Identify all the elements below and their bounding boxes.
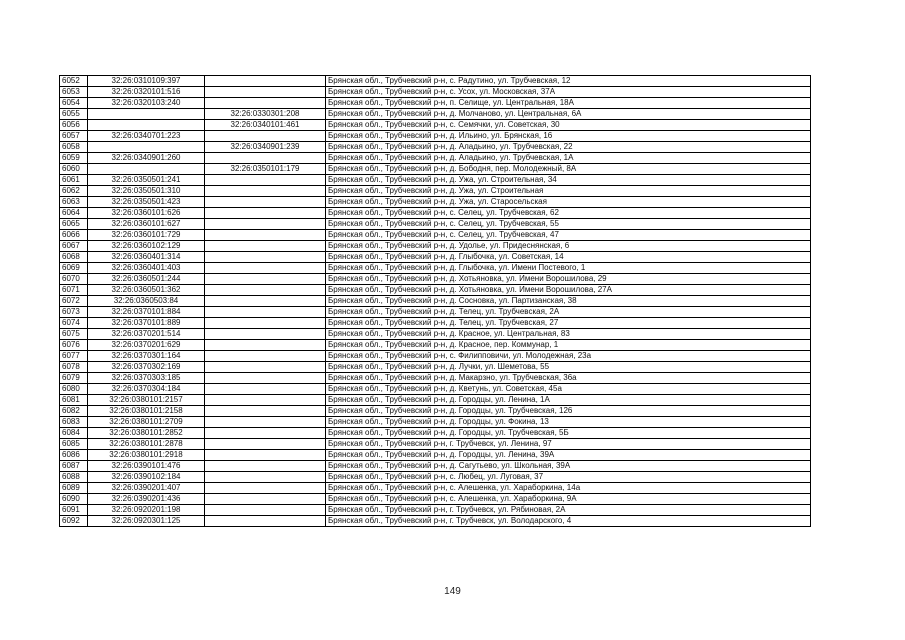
cadastral-number-alt-cell: [205, 505, 326, 516]
table-row: [60, 274, 811, 285]
row-number-cell: 6068: [60, 252, 88, 263]
address-cell: Брянская обл., Трубчевский р-н, д. Сагутьево, ул. Школьная, 39А: [326, 461, 811, 472]
cadastral-number-alt-cell: [205, 219, 326, 230]
cadastral-number-cell: 32:26:0370101:884: [88, 307, 205, 318]
cadastral-number-alt-cell: [205, 186, 326, 197]
cadastral-number-alt-cell: [205, 472, 326, 483]
cadastral-number-cell: 32:26:0360401:403: [88, 263, 205, 274]
cadastral-number-alt-cell: 32:26:0330301:208: [205, 109, 326, 120]
table-row: [60, 395, 811, 406]
row-number-cell: 6058: [60, 142, 88, 153]
row-number-cell: 6057: [60, 131, 88, 142]
table-row: [60, 230, 811, 241]
table-row: [60, 329, 811, 340]
table-row: [60, 120, 811, 131]
table-row: [60, 406, 811, 417]
table-row: [60, 186, 811, 197]
table-row: [60, 153, 811, 164]
table-row: [60, 87, 811, 98]
address-cell: Брянская обл., Трубчевский р-н, с. Усох, ул. Московская, 37А: [326, 87, 811, 98]
cadastral-number-cell: 32:26:0370303:185: [88, 373, 205, 384]
row-number-cell: 6091: [60, 505, 88, 516]
table-row: [60, 439, 811, 450]
cadastral-number-cell: 32:26:0320103:240: [88, 98, 205, 109]
cadastral-number-alt-cell: [205, 450, 326, 461]
cadastral-number-cell: 32:26:0380101:2852: [88, 428, 205, 439]
row-number-cell: 6087: [60, 461, 88, 472]
cadastral-number-alt-cell: [205, 406, 326, 417]
cadastral-number-cell: 32:26:0920201:198: [88, 505, 205, 516]
address-cell: Брянская обл., Трубчевский р-н, д. Молчаново, ул. Центральная, 6А: [326, 109, 811, 120]
row-number-cell: 6074: [60, 318, 88, 329]
row-number-cell: 6076: [60, 340, 88, 351]
cadastral-number-alt-cell: 32:26:0350101:179: [205, 164, 326, 175]
address-cell: Брянская обл., Трубчевский р-н, д. Городцы, ул. Трубчевская, 5Б: [326, 428, 811, 439]
address-cell: Брянская обл., Трубчевский р-н, с. Любец, ул. Луговая, 37: [326, 472, 811, 483]
row-number-cell: 6081: [60, 395, 88, 406]
address-cell: Брянская обл., Трубчевский р-н, с. Семячки, ул. Советская, 30: [326, 120, 811, 131]
cadastral-number-alt-cell: [205, 351, 326, 362]
row-number-cell: 6063: [60, 197, 88, 208]
row-number-cell: 6053: [60, 87, 88, 98]
address-cell: Брянская обл., Трубчевский р-н, д. Ужа, ул. Старосельская: [326, 197, 811, 208]
cadastral-number-alt-cell: [205, 175, 326, 186]
address-cell: Брянская обл., Трубчевский р-н, д. Городцы, ул. Ленина, 1А: [326, 395, 811, 406]
address-cell: Брянская обл., Трубчевский р-н, г. Трубчевск, ул. Володарского, 4: [326, 516, 811, 527]
cadastral-number-cell: [88, 142, 205, 153]
cadastral-number-alt-cell: [205, 362, 326, 373]
row-number-cell: 6069: [60, 263, 88, 274]
address-cell: Брянская обл., Трубчевский р-н, д. Глыбочка, ул. Советская, 14: [326, 252, 811, 263]
row-number-cell: 6062: [60, 186, 88, 197]
table-row: [60, 296, 811, 307]
row-number-cell: 6060: [60, 164, 88, 175]
address-cell: Брянская обл., Трубчевский р-н, д. Аладьино, ул. Трубчевская, 22: [326, 142, 811, 153]
table-row: [60, 461, 811, 472]
cadastral-number-alt-cell: [205, 340, 326, 351]
row-number-cell: 6090: [60, 494, 88, 505]
cadastral-number-cell: 32:26:0310109:397: [88, 76, 205, 87]
cadastral-number-cell: 32:26:0370301:164: [88, 351, 205, 362]
table-row: [60, 142, 811, 153]
cadastral-number-alt-cell: [205, 296, 326, 307]
row-number-cell: 6089: [60, 483, 88, 494]
table-row: [60, 131, 811, 142]
cadastral-number-alt-cell: [205, 241, 326, 252]
row-number-cell: 6088: [60, 472, 88, 483]
table-row: [60, 450, 811, 461]
cadastral-number-cell: 32:26:0390201:436: [88, 494, 205, 505]
table-row: [60, 241, 811, 252]
cadastral-number-cell: 32:26:0360501:244: [88, 274, 205, 285]
cadastral-number-alt-cell: [205, 395, 326, 406]
cadastral-number-cell: [88, 109, 205, 120]
table-row: [60, 417, 811, 428]
cadastral-number-alt-cell: [205, 318, 326, 329]
address-cell: Брянская обл., Трубчевский р-н, с. Алешенка, ул. Хараборкина, 14а: [326, 483, 811, 494]
address-cell: Брянская обл., Трубчевский р-н, с. Селец, ул. Трубчевская, 62: [326, 208, 811, 219]
row-number-cell: 6079: [60, 373, 88, 384]
cadastral-number-alt-cell: [205, 516, 326, 527]
address-cell: Брянская обл., Трубчевский р-н, с. Радутино, ул. Трубчевская, 12: [326, 76, 811, 87]
cadastral-number-alt-cell: [205, 285, 326, 296]
row-number-cell: 6056: [60, 120, 88, 131]
address-cell: Брянская обл., Трубчевский р-н, д. Хотьяновка, ул. Имени Ворошилова, 29: [326, 274, 811, 285]
cadastral-number-cell: 32:26:0370302:169: [88, 362, 205, 373]
row-number-cell: 6086: [60, 450, 88, 461]
cadastral-number-alt-cell: [205, 494, 326, 505]
address-cell: Брянская обл., Трубчевский р-н, г. Трубчевск, ул. Рябиновая, 2А: [326, 505, 811, 516]
address-cell: Брянская обл., Трубчевский р-н, д. Телец, ул. Трубчевская, 27: [326, 318, 811, 329]
cadastral-number-cell: 32:26:0340901:260: [88, 153, 205, 164]
cadastral-number-cell: 32:26:0380101:2157: [88, 395, 205, 406]
cadastral-number-cell: 32:26:0360101:626: [88, 208, 205, 219]
row-number-cell: 6055: [60, 109, 88, 120]
cadastral-number-cell: 32:26:0380101:2158: [88, 406, 205, 417]
cadastral-number-cell: 32:26:0340701:223: [88, 131, 205, 142]
cadastral-number-cell: 32:26:0360401:314: [88, 252, 205, 263]
cadastral-number-cell: 32:26:0360503:84: [88, 296, 205, 307]
address-cell: Брянская обл., Трубчевский р-н, д. Телец, ул. Трубчевская, 2А: [326, 307, 811, 318]
table-row: [60, 351, 811, 362]
table-row: [60, 76, 811, 87]
cadastral-number-cell: 32:26:0380101:2709: [88, 417, 205, 428]
cadastral-number-alt-cell: [205, 197, 326, 208]
cadastral-number-alt-cell: [205, 153, 326, 164]
address-cell: Брянская обл., Трубчевский р-н, п. Селище, ул. Центральная, 18А: [326, 98, 811, 109]
cadastral-number-alt-cell: 32:26:0340101:461: [205, 120, 326, 131]
table-row: [60, 307, 811, 318]
address-cell: Брянская обл., Трубчевский р-н, д. Городцы, ул. Ленина, 39А: [326, 450, 811, 461]
cadastral-number-cell: 32:26:0350501:241: [88, 175, 205, 186]
cadastral-number-cell: 32:26:0360501:362: [88, 285, 205, 296]
address-cell: Брянская обл., Трубчевский р-н, д. Ужа, ул. Строительная, 34: [326, 175, 811, 186]
cadastral-number-cell: 32:26:0390102:184: [88, 472, 205, 483]
address-cell: Брянская обл., Трубчевский р-н, д. Удолье, ул. Придеснянская, 6: [326, 241, 811, 252]
cadastral-number-cell: 32:26:0380101:2878: [88, 439, 205, 450]
cadastral-number-alt-cell: [205, 428, 326, 439]
row-number-cell: 6054: [60, 98, 88, 109]
row-number-cell: 6077: [60, 351, 88, 362]
cadastral-number-alt-cell: [205, 131, 326, 142]
row-number-cell: 6073: [60, 307, 88, 318]
table-row: [60, 98, 811, 109]
address-cell: Брянская обл., Трубчевский р-н, д. Бободня, пер. Молодежный, 8А: [326, 164, 811, 175]
address-cell: Брянская обл., Трубчевский р-н, с. Филипповичи, ул. Молодежная, 23а: [326, 351, 811, 362]
register-table: [59, 75, 811, 527]
row-number-cell: 6072: [60, 296, 88, 307]
cadastral-number-cell: [88, 164, 205, 175]
cadastral-number-alt-cell: [205, 76, 326, 87]
cadastral-number-cell: 32:26:0390101:476: [88, 461, 205, 472]
cadastral-number-alt-cell: [205, 274, 326, 285]
row-number-cell: 6052: [60, 76, 88, 87]
cadastral-number-cell: 32:26:0360101:627: [88, 219, 205, 230]
address-cell: Брянская обл., Трубчевский р-н, д. Городцы, ул. Фокина, 13: [326, 417, 811, 428]
cadastral-number-cell: 32:26:0370201:514: [88, 329, 205, 340]
row-number-cell: 6082: [60, 406, 88, 417]
row-number-cell: 6059: [60, 153, 88, 164]
address-cell: Брянская обл., Трубчевский р-н, д. Городцы, ул. Трубчевская, 126: [326, 406, 811, 417]
row-number-cell: 6092: [60, 516, 88, 527]
cadastral-number-cell: 32:26:0350501:423: [88, 197, 205, 208]
address-cell: Брянская обл., Трубчевский р-н, д. Красное, ул. Центральная, 83: [326, 329, 811, 340]
table-row: [60, 175, 811, 186]
table-row: [60, 164, 811, 175]
address-cell: Брянская обл., Трубчевский р-н, с. Алешенка, ул. Хараборкина, 9А: [326, 494, 811, 505]
cadastral-number-cell: 32:26:0380101:2918: [88, 450, 205, 461]
row-number-cell: 6061: [60, 175, 88, 186]
cadastral-number-alt-cell: [205, 208, 326, 219]
row-number-cell: 6067: [60, 241, 88, 252]
table-row: [60, 109, 811, 120]
address-cell: Брянская обл., Трубчевский р-н, д. Ильино, ул. Брянская, 16: [326, 131, 811, 142]
row-number-cell: 6085: [60, 439, 88, 450]
address-cell: Брянская обл., Трубчевский р-н, с. Селец, ул. Трубчевская, 47: [326, 230, 811, 241]
address-cell: Брянская обл., Трубчевский р-н, д. Лучки, ул. Шеметова, 55: [326, 362, 811, 373]
table-row: [60, 208, 811, 219]
table-row: [60, 428, 811, 439]
table-row: [60, 483, 811, 494]
register-table-body: [60, 76, 811, 527]
cadastral-number-alt-cell: [205, 373, 326, 384]
cadastral-number-cell: 32:26:0370101:889: [88, 318, 205, 329]
cadastral-number-cell: [88, 120, 205, 131]
page-number: 149: [444, 586, 461, 597]
cadastral-number-cell: 32:26:0390201:407: [88, 483, 205, 494]
address-cell: Брянская обл., Трубчевский р-н, д. Макарзно, ул. Трубчевская, 36а: [326, 373, 811, 384]
table-row: [60, 340, 811, 351]
table-row: [60, 197, 811, 208]
table-row: [60, 318, 811, 329]
table-row: [60, 285, 811, 296]
cadastral-number-alt-cell: 32:26:0340901:239: [205, 142, 326, 153]
table-row: [60, 362, 811, 373]
row-number-cell: 6070: [60, 274, 88, 285]
address-cell: Брянская обл., Трубчевский р-н, д. Кветунь, ул. Советская, 45а: [326, 384, 811, 395]
table-row: [60, 384, 811, 395]
row-number-cell: 6083: [60, 417, 88, 428]
table-row: [60, 219, 811, 230]
cadastral-number-alt-cell: [205, 230, 326, 241]
row-number-cell: 6075: [60, 329, 88, 340]
cadastral-number-cell: 32:26:0320101:516: [88, 87, 205, 98]
row-number-cell: 6080: [60, 384, 88, 395]
cadastral-number-alt-cell: [205, 439, 326, 450]
cadastral-number-cell: 32:26:0360101:729: [88, 230, 205, 241]
cadastral-number-alt-cell: [205, 417, 326, 428]
row-number-cell: 6064: [60, 208, 88, 219]
cadastral-number-alt-cell: [205, 307, 326, 318]
row-number-cell: 6071: [60, 285, 88, 296]
address-cell: Брянская обл., Трубчевский р-н, д. Ужа, ул. Строительная: [326, 186, 811, 197]
row-number-cell: 6078: [60, 362, 88, 373]
cadastral-number-alt-cell: [205, 87, 326, 98]
cadastral-number-alt-cell: [205, 252, 326, 263]
cadastral-number-alt-cell: [205, 461, 326, 472]
cadastral-number-alt-cell: [205, 329, 326, 340]
address-cell: Брянская обл., Трубчевский р-н, д. Аладьино, ул. Трубчевская, 1А: [326, 153, 811, 164]
table-row: [60, 516, 811, 527]
cadastral-number-cell: 32:26:0360102:129: [88, 241, 205, 252]
address-cell: Брянская обл., Трубчевский р-н, д. Сосновка, ул. Партизанская, 38: [326, 296, 811, 307]
table-row: [60, 472, 811, 483]
cadastral-number-cell: 32:26:0350501:310: [88, 186, 205, 197]
table-row: [60, 263, 811, 274]
address-cell: Брянская обл., Трубчевский р-н, д. Хотьяновка, ул. Имени Ворошилова, 27А: [326, 285, 811, 296]
table-row: [60, 373, 811, 384]
row-number-cell: 6084: [60, 428, 88, 439]
address-cell: Брянская обл., Трубчевский р-н, с. Селец, ул. Трубчевская, 55: [326, 219, 811, 230]
cadastral-number-cell: 32:26:0920301:125: [88, 516, 205, 527]
cadastral-number-cell: 32:26:0370304:184: [88, 384, 205, 395]
cadastral-number-alt-cell: [205, 384, 326, 395]
address-cell: Брянская обл., Трубчевский р-н, г. Трубчевск, ул. Ленина, 97: [326, 439, 811, 450]
table-row: [60, 505, 811, 516]
address-cell: Брянская обл., Трубчевский р-н, д. Глыбочка, ул. Имени Постевого, 1: [326, 263, 811, 274]
cadastral-number-alt-cell: [205, 263, 326, 274]
row-number-cell: 6066: [60, 230, 88, 241]
cadastral-number-alt-cell: [205, 98, 326, 109]
cadastral-number-cell: 32:26:0370201:629: [88, 340, 205, 351]
table-row: [60, 494, 811, 505]
table-row: [60, 252, 811, 263]
cadastral-number-alt-cell: [205, 483, 326, 494]
row-number-cell: 6065: [60, 219, 88, 230]
address-cell: Брянская обл., Трубчевский р-н, д. Красное, пер. Коммунар, 1: [326, 340, 811, 351]
